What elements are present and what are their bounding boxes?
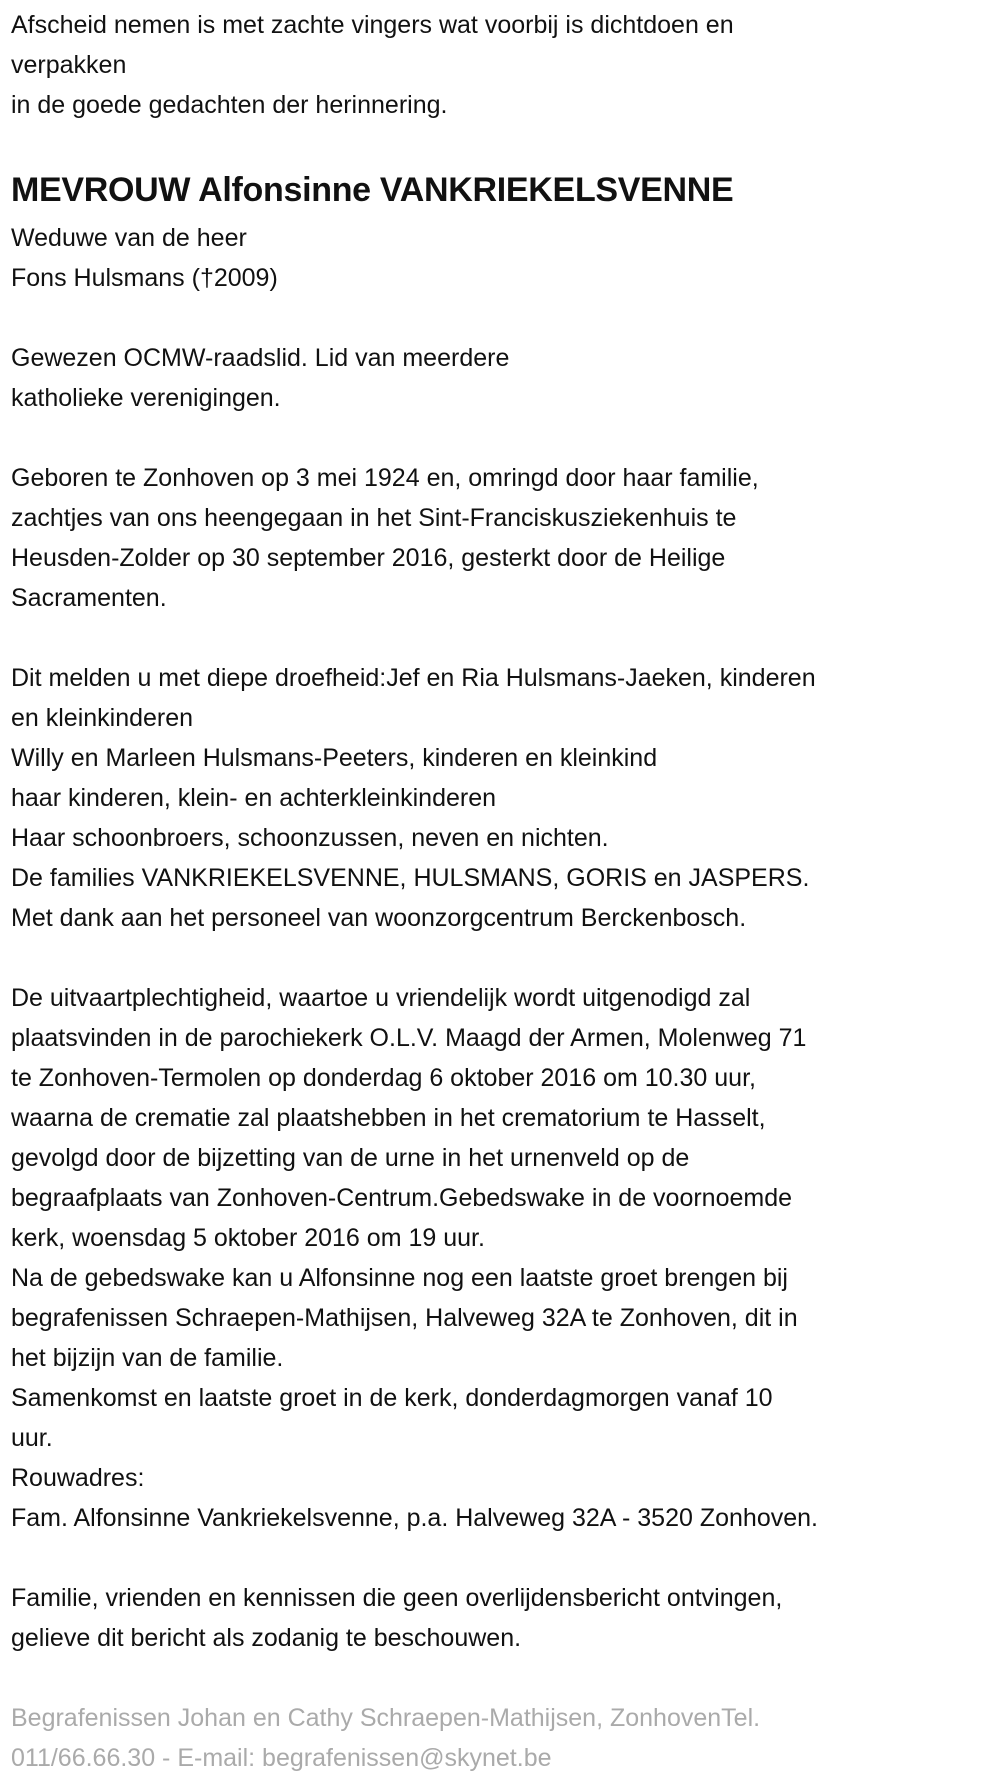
text-line: Met dank aan het personeel van woonzorgcentrum Berckenbosch. [11,904,747,932]
functions [11,338,1000,418]
text-line: gelieve dit bericht als zodanig te beschouwen. [11,1624,522,1652]
ceremony [11,978,1000,1538]
text-line: Haar schoonbroers, schoonzussen, neven en nichten. [11,824,609,852]
text-line: Fam. Alfonsinne Vankriekelsvenne, p.a. Halveweg 32A - 3520 Zonhoven. [11,1504,818,1532]
notice [11,1578,1000,1658]
text-line: De uitvaartplechtigheid, waartoe u vriendelijk wordt uitgenodigd zal [11,984,751,1012]
poem-line: Afscheid nemen is met zachte vingers wat voorbij is dichtdoen en [11,11,734,39]
text-line: te Zonhoven-Termolen op donderdag 6 oktober 2016 om 10.30 uur, [11,1064,756,1092]
text-line: waarna de crematie zal plaatshebben in het crematorium te Hasselt, [11,1104,766,1132]
text-line: Sacramenten. [11,584,167,612]
birth-death [11,458,1000,618]
text-line: Gewezen OCMW-raadslid. Lid van meerdere [11,344,510,372]
text-line: Heusden-Zolder op 30 september 2016, gesterkt door de Heilige [11,544,726,572]
poem-line: verpakken [11,51,127,79]
text-line: begraafplaats van Zonhoven-Centrum.Gebedswake in de voornoemde [11,1184,793,1212]
text-line: Geboren te Zonhoven op 3 mei 1924 en, omringd door haar familie, [11,464,759,492]
family [11,658,1000,938]
text-line: Fons Hulsmans (†2009) [11,264,278,292]
text-line: Samenkomst en laatste groet in de kerk, donderdagmorgen vanaf 10 [11,1384,773,1412]
text-line: begrafenissen Schraepen-Mathijsen, Halveweg 32A te Zonhoven, dit in [11,1304,798,1332]
text-line: haar kinderen, klein- en achterkleinkinderen [11,784,497,812]
text-line: plaatsvinden in de parochiekerk O.L.V. Maagd der Armen, Molenweg 71 [11,1024,807,1052]
text-line: Rouwadres: [11,1464,145,1492]
widow-of [11,218,1000,298]
text-line: katholieke verenigingen. [11,384,281,412]
deceased-name: MEVROUW Alfonsinne VANKRIEKELSVENNE [11,171,734,209]
text-line: kerk, woensdag 5 oktober 2016 om 19 uur. [11,1224,485,1252]
text-line: Familie, vrienden en kennissen die geen overlijdensbericht ontvingen, [11,1584,783,1612]
text-line: Na de gebedswake kan u Alfonsinne nog een laatste groet brengen bij [11,1264,788,1292]
poem [11,5,1000,125]
text-line: De families VANKRIEKELSVENNE, HULSMANS, GORIS en JASPERS. [11,864,810,892]
text-line: en kleinkinderen [11,704,194,732]
poem-line: in de goede gedachten der herinnering. [11,91,448,119]
footer-contact: 011/66.66.30 - E-mail: begrafenissen@skynet.be [11,1744,552,1772]
text-line: Willy en Marleen Hulsmans-Peeters, kinderen en kleinkind [11,744,658,772]
text-line: het bijzijn van de familie. [11,1344,284,1372]
text-line: zachtjes van ons heengegaan in het Sint-Franciskusziekenhuis te [11,504,737,532]
footer-line: Begrafenissen Johan en Cathy Schraepen-Mathijsen, ZonhovenTel. [11,1704,761,1732]
text-line: Dit melden u met diepe droefheid:Jef en Ria Hulsmans-Jaeken, kinderen [11,664,816,692]
text-line: gevolgd door de bijzetting van de urne in het urnenveld op de [11,1144,690,1172]
text-line: Weduwe van de heer [11,224,247,252]
funeral-home-footer [11,1698,1000,1778]
text-line: uur. [11,1424,53,1452]
